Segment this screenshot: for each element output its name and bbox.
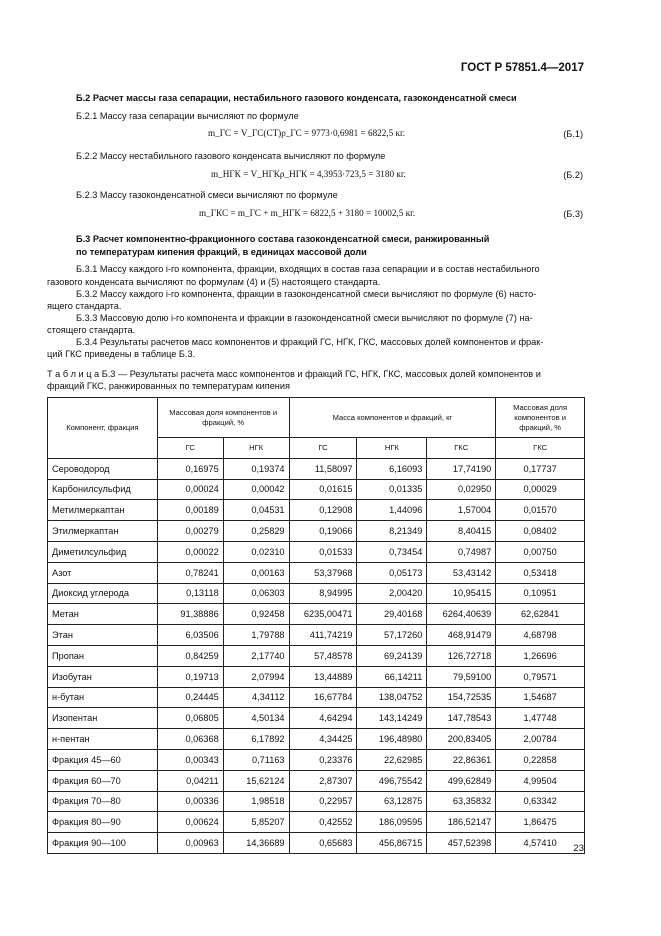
cell-value: 0,22858 [496,749,585,770]
cell-value: 1,54687 [496,687,585,708]
table-row [48,521,585,542]
cell-value: 2,00784 [496,729,585,750]
cell-value: 53,43142 [427,562,496,583]
table-row [48,687,585,708]
cell-value: 0,00022 [157,541,223,562]
cell-value: 496,75542 [357,770,427,791]
cell-component: н-бутан [48,687,158,708]
cell-value: 0,05173 [357,562,427,583]
cell-value: 8,21349 [357,521,427,542]
cell-value: 6,17892 [223,729,289,750]
cell-value: 0,00336 [157,791,223,812]
table-row [48,770,585,791]
cell-value: 6,16093 [357,458,427,479]
cell-value: 0,01615 [289,479,357,500]
table-row [48,833,585,854]
cell-value: 186,09595 [357,812,427,833]
cell-value: 53,37968 [289,562,357,583]
cell-value: 11,58097 [289,458,357,479]
cell-value: 4,57410 [496,833,585,854]
cell-value: 411,74219 [289,625,357,646]
formula-number-b2: (Б.2) [563,170,583,180]
cell-component: Сероводород [48,458,158,479]
cell-value: 196,48980 [357,729,427,750]
paragraph-b2-2: Б.2.2 Массу нестабильного газового конденсата вычисляют по формуле [76,151,386,161]
cell-value: 0,79571 [496,666,585,687]
cell-component: Фракция 45—60 [48,749,158,770]
cell-value: 69,24139 [357,645,427,666]
table-row [48,583,585,604]
table-row [48,749,585,770]
cell-component: Метан [48,604,158,625]
cell-component: Этан [48,625,158,646]
formula-number-b1: (Б.1) [563,129,583,139]
cell-component: Диоксид углерода [48,583,158,604]
cell-value: 4,34425 [289,729,357,750]
cell-value: 457,52398 [427,833,496,854]
cell-component: Пропан [48,645,158,666]
cell-value: 57,48578 [289,645,357,666]
cell-value: 138,04752 [357,687,427,708]
cell-value: 0,25829 [223,521,289,542]
cell-value: 2,07994 [223,666,289,687]
cell-value: 0,10951 [496,583,585,604]
cell-value: 0,19066 [289,521,357,542]
cell-value: 126,72718 [427,645,496,666]
cell-value: 143,14249 [357,708,427,729]
table-row [48,625,585,646]
cell-value: 0,00343 [157,749,223,770]
formula-b2: m_НГК = V_НГКρ_НГК = 4,3953·723,5 = 3180 кг. [211,169,406,179]
cell-value: 0,19713 [157,666,223,687]
cell-value: 10,95415 [427,583,496,604]
cell-value: 0,00624 [157,812,223,833]
cell-value: 4,68798 [496,625,585,646]
cell-component: Этилмеркаптан [48,521,158,542]
paragraph-b2-1: Б.2.1 Массу газа сепарации вычисляют по формуле [76,111,299,121]
cell-value: 15,62124 [223,770,289,791]
cell-value: 0,23376 [289,749,357,770]
subheader-ngk: НГК [223,438,289,459]
cell-value: 2,00420 [357,583,427,604]
subheader-gs: ГС [289,438,357,459]
cell-value: 0,00024 [157,479,223,500]
cell-value: 0,04531 [223,500,289,521]
cell-value: 0,00029 [496,479,585,500]
cell-value: 22,86361 [427,749,496,770]
cell-value: 0,12908 [289,500,357,521]
paragraph-b3-4-line1: Б.3.4 Результаты расчетов масс компонентов и фракций ГС, НГК, ГКС, массовых долей компонентов и фрак- [76,337,544,347]
cell-value: 6,03506 [157,625,223,646]
header-mass-fraction-gks: Массовая доля компонентов и фракций, % [496,398,585,438]
cell-value: 17,74190 [427,458,496,479]
cell-value: 0,42552 [289,812,357,833]
cell-value: 0,65683 [289,833,357,854]
cell-value: 4,64294 [289,708,357,729]
cell-value: 0,06805 [157,708,223,729]
paragraph-b3-3-line2: стоящего стандарта. [47,325,136,335]
page-number: 23 [573,843,584,854]
cell-value: 0,63342 [496,791,585,812]
cell-component: Фракция 70—80 [48,791,158,812]
cell-component: Изопентан [48,708,158,729]
cell-value: 1,98518 [223,791,289,812]
table-row [48,562,585,583]
formula-number-b3: (Б.3) [563,209,583,219]
cell-value: 14,36689 [223,833,289,854]
cell-value: 456,86715 [357,833,427,854]
section-b3-title-line2: по температурам кипения фракций, в единицах массовой доли [76,247,367,257]
cell-value: 0,92458 [223,604,289,625]
subheader-ngk: НГК [357,438,427,459]
cell-component: Фракция 60—70 [48,770,158,791]
cell-component: Диметилсульфид [48,541,158,562]
cell-value: 1,44096 [357,500,427,521]
cell-value: 4,34112 [223,687,289,708]
paragraph-b2-3: Б.2.3 Массу газоконденсатной смеси вычисляют по формуле [76,190,338,200]
cell-value: 16,67784 [289,687,357,708]
cell-value: 8,94995 [289,583,357,604]
cell-value: 57,17260 [357,625,427,646]
cell-value: 1,86475 [496,812,585,833]
table-row [48,541,585,562]
cell-value: 62,62841 [496,604,585,625]
cell-component: Метилмеркаптан [48,500,158,521]
cell-value: 200,83405 [427,729,496,750]
table-row [48,604,585,625]
table-row [48,708,585,729]
cell-value: 6264,40639 [427,604,496,625]
cell-value: 186,52147 [427,812,496,833]
formula-b1: m_ГС = V_ГС(СТ)ρ_ГС = 9773·0,6981 = 6822,5 кг. [208,128,406,138]
cell-component: Изобутан [48,666,158,687]
table-caption-line2: фракций ГКС, ранжированных по температурам кипения [47,381,290,391]
cell-value: 22,62985 [357,749,427,770]
cell-value: 0,00163 [223,562,289,583]
cell-value: 4,99504 [496,770,585,791]
section-b3-title-line1: Б.3 Расчет компонентно-фракционного состава газоконденсатной смеси, ранжированный [76,234,490,244]
cell-value: 499,62849 [427,770,496,791]
paragraph-b3-1-line1: Б.3.1 Массу каждого i-го компонента, фракции, входящих в состав газа сепарации и в состав нестабильного [76,264,540,274]
cell-value: 1,26696 [496,645,585,666]
cell-value: 79,59100 [427,666,496,687]
cell-component: Фракция 90—100 [48,833,158,854]
table-row [48,500,585,521]
cell-component: н-пентан [48,729,158,750]
cell-value: 0,16975 [157,458,223,479]
cell-value: 0,84259 [157,645,223,666]
cell-value: 5,85207 [223,812,289,833]
header-mass-fraction: Массовая доля компонентов и фракций, % [157,398,289,438]
cell-value: 154,72535 [427,687,496,708]
table-row [48,645,585,666]
table-row [48,729,585,750]
cell-value: 0,00963 [157,833,223,854]
cell-value: 0,02950 [427,479,496,500]
table-caption-line1: Т а б л и ц а Б.3 — Результаты расчета масс компонентов и фракций ГС, НГК, ГКС, массовых долей компонентов и [47,369,541,379]
cell-value: 0,04211 [157,770,223,791]
cell-value: 468,91479 [427,625,496,646]
cell-value: 2,17740 [223,645,289,666]
cell-value: 1,79788 [223,625,289,646]
cell-value: 6235,00471 [289,604,357,625]
cell-value: 63,12875 [357,791,427,812]
cell-value: 0,22957 [289,791,357,812]
cell-value: 0,00189 [157,500,223,521]
cell-value: 0,01570 [496,500,585,521]
cell-value: 1,57004 [427,500,496,521]
cell-value: 0,02310 [223,541,289,562]
header-mass: Масса компонентов и фракций, кг [289,398,496,438]
cell-value: 0,00279 [157,521,223,542]
cell-value: 0,00042 [223,479,289,500]
cell-value: 147,78543 [427,708,496,729]
document-id: ГОСТ Р 57851.4—2017 [460,62,584,74]
table-row [48,666,585,687]
cell-value: 0,00750 [496,541,585,562]
paragraph-b3-3-line1: Б.3.3 Массовую долю i-го компонента и фракции в газоконденсатной смеси вычисляют по формуле (7) на- [76,313,533,323]
section-b2-title: Б.2 Расчет массы газа сепарации, нестабильного газового конденсата, газоконденсатной смеси [76,93,517,103]
subheader-gks: ГКС [496,438,585,459]
cell-value: 13,44889 [289,666,357,687]
table-row [48,479,585,500]
cell-value: 0,17737 [496,458,585,479]
cell-value: 0,06368 [157,729,223,750]
cell-value: 8,40415 [427,521,496,542]
results-table [47,397,585,854]
cell-value: 0,19374 [223,458,289,479]
cell-value: 2,87307 [289,770,357,791]
table-row [48,791,585,812]
cell-value: 1,47748 [496,708,585,729]
cell-value: 0,71163 [223,749,289,770]
cell-value: 0,06303 [223,583,289,604]
cell-value: 0,01335 [357,479,427,500]
cell-value: 29,40168 [357,604,427,625]
cell-value: 63,35832 [427,791,496,812]
subheader-gks: ГКС [427,438,496,459]
header-component: Компонент, фракция [48,398,158,459]
cell-value: 0,08402 [496,521,585,542]
cell-value: 0,13118 [157,583,223,604]
cell-value: 0,01533 [289,541,357,562]
cell-component: Карбонилсульфид [48,479,158,500]
paragraph-b3-4-line2: ций ГКС приведены в таблице Б.3. [47,349,196,359]
formula-b3: m_ГКС = m_ГС + m_НГК = 6822,5 + 3180 = 10002,5 кг. [199,208,416,218]
table-row [48,812,585,833]
cell-value: 0,74987 [427,541,496,562]
cell-value: 66,14211 [357,666,427,687]
paragraph-b3-2-line2: ящего стандарта. [47,301,122,311]
paragraph-b3-1-line2: газового конденсата вычисляют по формулам (4) и (5) настоящего стандарта. [47,277,381,287]
cell-value: 4,50134 [223,708,289,729]
cell-value: 0,53418 [496,562,585,583]
cell-value: 0,73454 [357,541,427,562]
cell-value: 0,78241 [157,562,223,583]
cell-component: Азот [48,562,158,583]
subheader-gs: ГС [157,438,223,459]
cell-component: Фракция 80—90 [48,812,158,833]
cell-value: 91,38886 [157,604,223,625]
table-row [48,458,585,479]
cell-value: 0,24445 [157,687,223,708]
paragraph-b3-2-line1: Б.3.2 Массу каждого i-го компонента, фракции в газоконденсатной смеси вычисляют по формуле (6) насто- [76,289,537,299]
